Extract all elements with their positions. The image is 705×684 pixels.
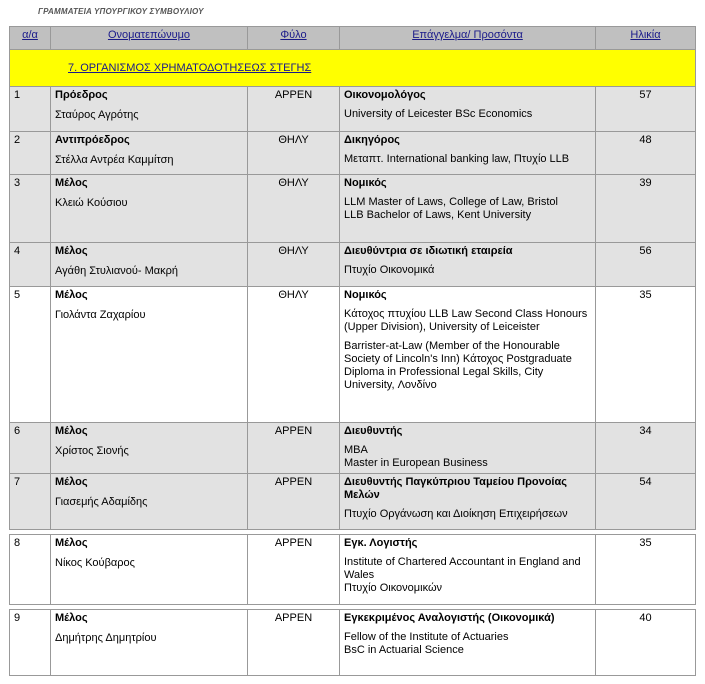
member-qualifications-extra: Barrister-at-Law (Member of the Honourable Society of Lincoln's Inn) Κάτοχος Postgraduate Diploma in Professional Legal Skills, City University, Λονδίνο <box>344 340 572 391</box>
member-age: 56 <box>596 243 696 287</box>
table-row <box>10 423 696 474</box>
member-name: Σταύρος Αγρότης <box>55 109 139 121</box>
member-qualifications: Μεταπτ. International banking law, Πτυχίο LLB <box>344 153 570 165</box>
member-role: Μέλος <box>55 612 88 624</box>
column-header-name: Ονοματεπώνυμο <box>51 27 248 50</box>
column-header-profession: Επάγγελμα/ Προσόντα <box>340 27 596 50</box>
member-gender: ΘΗΛΥ <box>248 287 340 423</box>
member-role: Αντιπρόεδρος <box>55 134 130 146</box>
member-role: Μέλος <box>55 245 88 257</box>
member-profession: Διευθύντρια σε ιδιωτική εταιρεία <box>344 245 513 257</box>
member-name: Κλειώ Κούσιου <box>55 197 128 209</box>
member-role: Πρόεδρος <box>55 89 108 101</box>
profession-cell <box>340 474 596 530</box>
member-age: 39 <box>596 175 696 243</box>
member-qualifications: University of Leicester BSc Economics <box>344 108 533 120</box>
member-gender: ΘΗΛΥ <box>248 175 340 243</box>
member-age: 57 <box>596 87 696 132</box>
member-gender: ΘΗΛΥ <box>248 132 340 175</box>
member-number: 9 <box>10 610 51 676</box>
member-cell <box>51 175 248 243</box>
member-number: 2 <box>10 132 51 175</box>
profession-cell <box>340 535 596 605</box>
table-row <box>10 132 696 175</box>
member-number: 4 <box>10 243 51 287</box>
member-age: 48 <box>596 132 696 175</box>
member-number: 5 <box>10 287 51 423</box>
member-gender: ΘΗΛΥ <box>248 243 340 287</box>
member-qualifications: Fellow of the Institute of Actuaries BsC in Actuarial Science <box>344 631 509 656</box>
member-age: 35 <box>596 287 696 423</box>
table-row <box>10 87 696 132</box>
profession-cell <box>340 287 596 423</box>
profession-cell <box>340 132 596 175</box>
member-name: Αγάθη Στυλιανού- Μακρή <box>55 265 178 277</box>
member-qualifications: Institute of Chartered Accountant in England and Wales Πτυχίο Οικονομικών <box>344 556 581 594</box>
section-row <box>10 50 696 87</box>
member-cell <box>51 132 248 175</box>
member-profession: Διευθυντής Παγκύπριου Ταμείου Προνοίας Μελών <box>344 476 567 501</box>
member-qualifications: Πτυχίο Οργάνωση και Διοίκηση Επιχειρήσεων <box>344 508 568 520</box>
table-header-row <box>10 27 696 50</box>
member-profession: Διευθυντής <box>344 425 403 437</box>
table-row <box>10 535 696 605</box>
member-number: 1 <box>10 87 51 132</box>
member-profession: Εγκ. Λογιστής <box>344 537 418 549</box>
member-age: 40 <box>596 610 696 676</box>
profession-cell <box>340 243 596 287</box>
profession-cell <box>340 175 596 243</box>
member-role: Μέλος <box>55 476 88 488</box>
member-profession: Οικονομολόγος <box>344 89 426 101</box>
member-cell <box>51 87 248 132</box>
member-name: Χρίστος Σιονής <box>55 445 129 457</box>
member-profession: Νομικός <box>344 289 387 301</box>
column-header-age: Ηλικία <box>596 27 696 50</box>
member-gender: ΑΡΡΕΝ <box>248 610 340 676</box>
member-cell <box>51 423 248 474</box>
member-qualifications: MBA Master in European Business <box>344 444 488 469</box>
profession-cell <box>340 87 596 132</box>
member-qualifications: Κάτοχος πτυχίου LLB Law Second Class Honours (Upper Division), University of Leiceister <box>344 308 588 333</box>
section-title: 7. ΟΡΓΑΝΙΣΜΟΣ ΧΡΗΜΑΤΟΔΟΤΗΣΕΩΣ ΣΤΕΓΗΣ <box>10 50 696 87</box>
member-cell <box>51 610 248 676</box>
table-row <box>10 175 696 243</box>
member-number: 7 <box>10 474 51 530</box>
member-cell <box>51 474 248 530</box>
column-header-index: α/α <box>10 27 51 50</box>
member-age: 35 <box>596 535 696 605</box>
document-header-title: ΓΡΑΜΜΑΤΕΙΑ ΥΠΟΥΡΓΙΚΟΥ ΣΥΜΒΟΥΛΙΟΥ <box>38 7 204 16</box>
member-cell <box>51 287 248 423</box>
member-name: Νίκος Κούβαρος <box>55 557 135 569</box>
member-gender: ΑΡΡΕΝ <box>248 474 340 530</box>
member-age: 54 <box>596 474 696 530</box>
board-members-table <box>9 26 696 676</box>
table-row <box>10 243 696 287</box>
column-header-gender: Φύλο <box>248 27 340 50</box>
member-role: Μέλος <box>55 289 88 301</box>
member-cell <box>51 243 248 287</box>
member-role: Μέλος <box>55 425 88 437</box>
member-profession: Δικηγόρος <box>344 134 400 146</box>
profession-cell <box>340 610 596 676</box>
member-gender: ΑΡΡΕΝ <box>248 423 340 474</box>
member-name: Γιασεμής Αδαμίδης <box>55 496 148 508</box>
member-age: 34 <box>596 423 696 474</box>
member-number: 3 <box>10 175 51 243</box>
member-name: Γιολάντα Ζαχαρίου <box>55 309 146 321</box>
member-number: 6 <box>10 423 51 474</box>
member-profession: Εγκεκριμένος Αναλογιστής (Οικονομικά) <box>344 612 555 624</box>
member-gender: ΑΡΡΕΝ <box>248 535 340 605</box>
member-name: Δημήτρης Δημητρίου <box>55 632 157 644</box>
member-number: 8 <box>10 535 51 605</box>
table-row <box>10 474 696 530</box>
member-name: Στέλλα Αντρέα Καμμίτση <box>55 154 174 166</box>
member-role: Μέλος <box>55 537 88 549</box>
member-cell <box>51 535 248 605</box>
member-qualifications: Πτυχίο Οικονομικά <box>344 264 435 276</box>
profession-cell <box>340 423 596 474</box>
table-row <box>10 287 696 423</box>
member-profession: Νομικός <box>344 177 387 189</box>
member-gender: ΑΡΡΕΝ <box>248 87 340 132</box>
member-role: Μέλος <box>55 177 88 189</box>
member-qualifications: LLM Master of Laws, College of Law, Bristol LLB Bachelor of Laws, Kent University <box>344 196 558 221</box>
table-row <box>10 610 696 676</box>
